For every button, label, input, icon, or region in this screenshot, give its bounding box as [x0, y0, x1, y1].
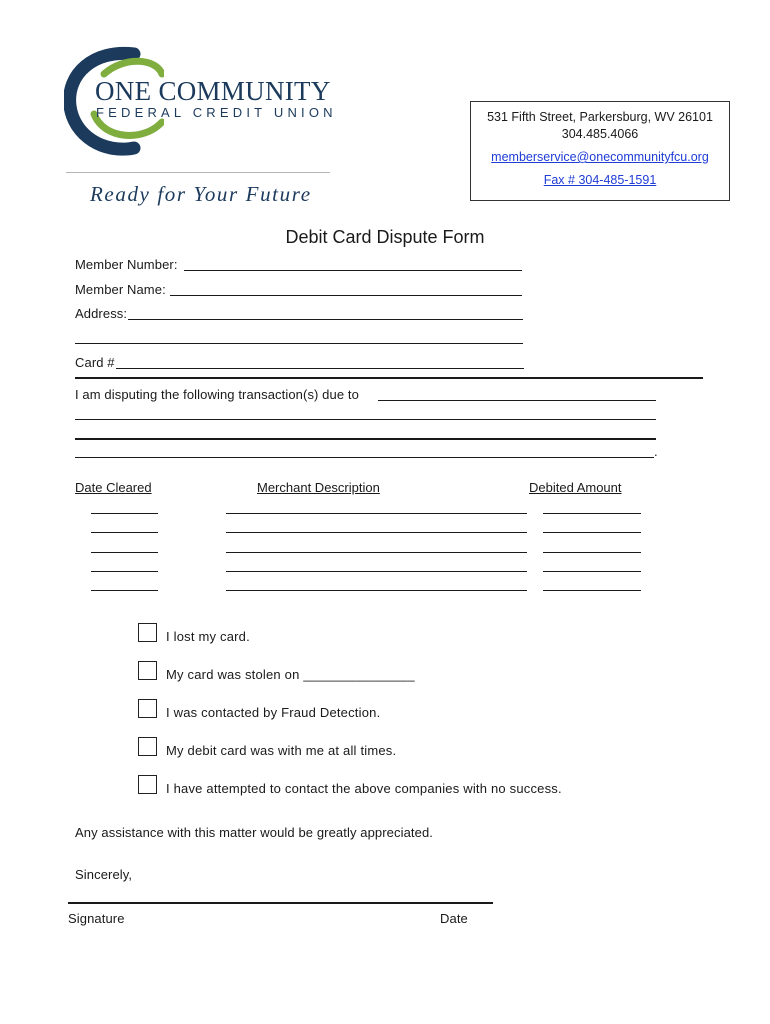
option-checkbox[interactable] — [138, 775, 157, 794]
dispute-reason-field-line4[interactable] — [75, 444, 654, 458]
date-cleared-field[interactable] — [91, 560, 158, 572]
option-checkbox[interactable] — [138, 661, 157, 680]
debited-amount-field[interactable] — [543, 521, 641, 533]
card-number-label: Card # — [75, 355, 115, 370]
contact-email-link[interactable]: memberservice@onecommunityfcu.org — [491, 150, 709, 164]
merchant-description-field[interactable] — [226, 579, 527, 591]
logo-name-line1: ONE COMMUNITY — [95, 76, 331, 106]
address-field-line2[interactable] — [75, 330, 523, 344]
date-cleared-header: Date Cleared — [75, 480, 152, 495]
dispute-reason-field-line2[interactable] — [75, 406, 656, 420]
debited-amount-field[interactable] — [543, 560, 641, 572]
assistance-text: Any assistance with this matter would be greatly appreciated. — [75, 825, 434, 840]
date-cleared-field[interactable] — [91, 502, 158, 514]
card-number-field[interactable] — [116, 355, 524, 369]
sincerely-text: Sincerely, — [75, 867, 133, 882]
merchant-description-header: Merchant Description — [257, 480, 380, 495]
address-field-line1[interactable] — [128, 306, 523, 320]
debited-amount-field[interactable] — [543, 579, 641, 591]
dispute-reason-field-line3[interactable] — [75, 425, 656, 440]
option-label: My debit card was with me at all times. — [166, 743, 397, 758]
option-label: I have attempted to contact the above companies with no success. — [166, 781, 562, 796]
logo-divider — [66, 172, 330, 173]
member-number-label: Member Number: — [75, 257, 178, 272]
option-checkbox[interactable] — [138, 623, 157, 642]
debited-amount-field[interactable] — [543, 502, 641, 514]
member-name-label: Member Name: — [75, 282, 166, 297]
signature-label: Signature — [68, 911, 125, 926]
debited-amount-field[interactable] — [543, 541, 641, 553]
contact-address: 531 Fifth Street, Parkersburg, WV 26101 — [487, 110, 713, 124]
date-cleared-field[interactable] — [91, 521, 158, 533]
date-cleared-field[interactable] — [91, 579, 158, 591]
form-title: Debit Card Dispute Form — [285, 227, 485, 247]
debited-amount-header: Debited Amount — [529, 480, 622, 495]
contact-phone: 304.485.4066 — [561, 127, 639, 141]
member-number-field[interactable] — [184, 257, 522, 271]
option-label: I lost my card. — [166, 629, 250, 644]
date-cleared-field[interactable] — [91, 541, 158, 553]
option-label: I was contacted by Fraud Detection. — [166, 705, 381, 720]
merchant-description-field[interactable] — [226, 502, 527, 514]
dispute-reason-label: I am disputing the following transaction(s) due to — [75, 387, 359, 402]
merchant-description-field[interactable] — [226, 541, 527, 553]
contact-fax-link[interactable]: Fax # 304-485-1591 — [543, 173, 657, 187]
section-divider — [75, 377, 703, 379]
dispute-reason-period: . — [654, 444, 658, 459]
option-checkbox[interactable] — [138, 699, 157, 718]
logo-name-line2: FEDERAL CREDIT UNION — [96, 105, 337, 120]
date-label: Date — [440, 911, 468, 926]
signature-line[interactable] — [68, 902, 493, 904]
dispute-reason-field-line1[interactable] — [378, 387, 656, 401]
merchant-description-field[interactable] — [226, 521, 527, 533]
address-label: Address: — [75, 306, 128, 321]
option-label: My card was stolen on _______________ — [166, 667, 415, 682]
tagline: Ready for Your Future — [90, 182, 312, 206]
merchant-description-field[interactable] — [226, 560, 527, 572]
option-checkbox[interactable] — [138, 737, 157, 756]
contact-box — [470, 101, 730, 201]
member-name-field[interactable] — [170, 282, 522, 296]
